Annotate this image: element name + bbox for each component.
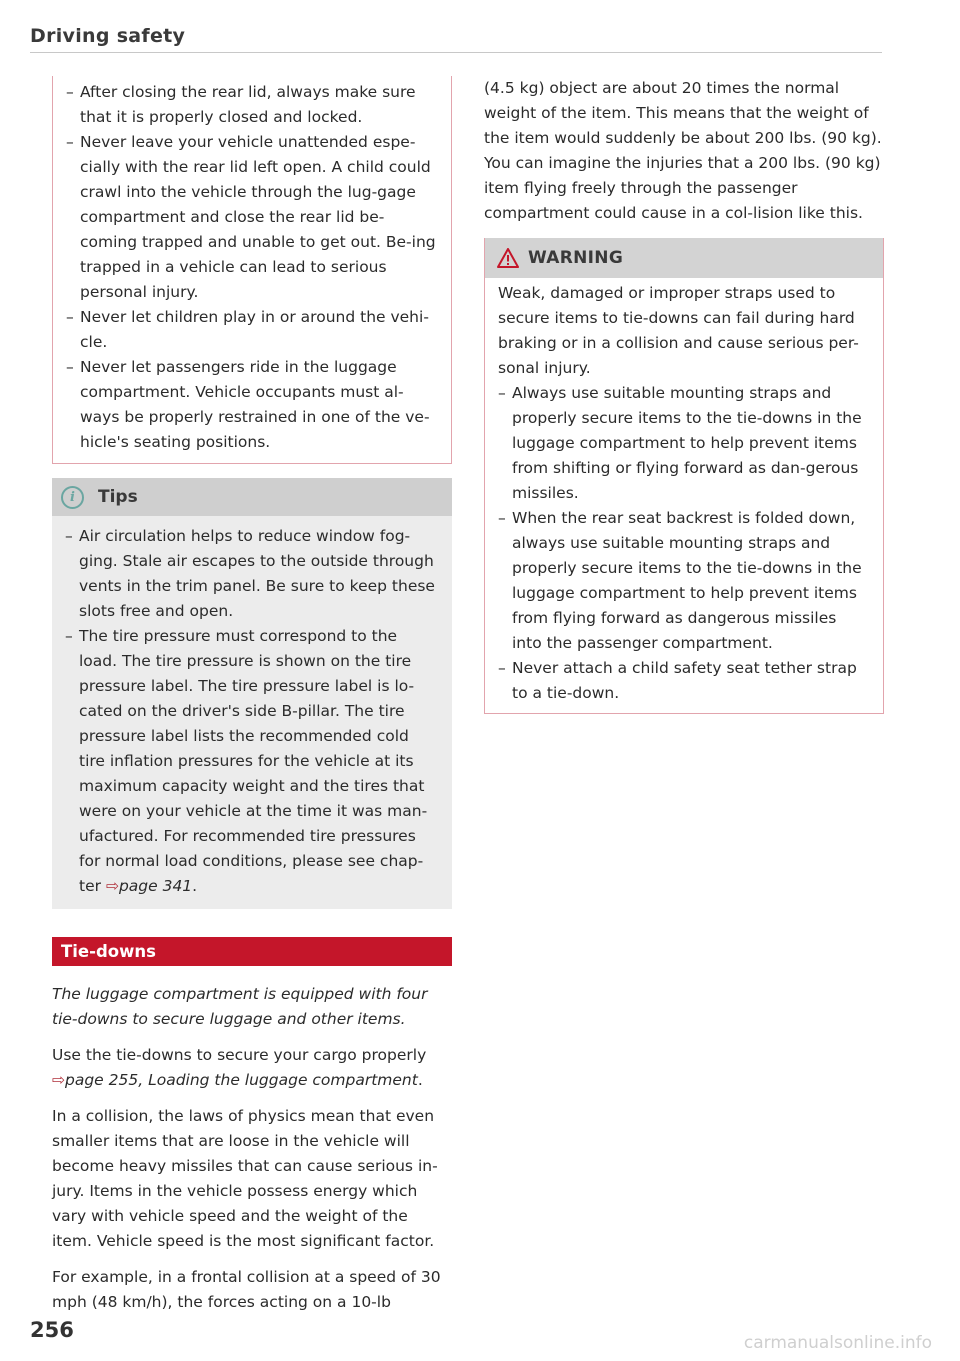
warning-box [484, 238, 884, 714]
page-number: 256 [30, 1318, 74, 1342]
warning-header [485, 238, 883, 278]
warning-intro: Weak, damaged or improper straps used to secure items to tie-downs can fail during hard braking or in a collision and cause serious per-sonal injury. [498, 284, 859, 377]
continued-paragraph: (4.5 kg) object are about 20 times the normal weight of the item. This means that the weight of the item would suddenly be about 200 lbs. (90 kg). You can imagine the injuries that a 200 lbs. (90 kg) item flying freely through the passenger compartment could cause in a col-lision like this. [484, 79, 882, 222]
tips-header [52, 478, 452, 516]
list-item: – After closing the rear lid, always make sure that it is properly closed and locked. [66, 83, 416, 126]
list-item: – The tire pressure must correspond to the load. The tire pressure is shown on the tire pressure label. The tire pressure label is lo-cated on the driver's side B-pillar. The tire pressure label lists the recommended cold tire inflation pressures for the vehicle at its maximum capacity weight and the tires that were on your vehicle at the time it was man-ufactured. For recommended tire pressures for normal load conditions, please see chap-ter ⇨page 341. [65, 627, 428, 895]
warning-triangle-icon [497, 248, 519, 268]
list-item: – Never let children play in or around the vehi-cle. [66, 308, 429, 351]
arrow-right-icon: ⇨ [105, 877, 119, 895]
info-icon: i [61, 486, 84, 509]
tips-box [52, 478, 452, 909]
paragraph: Use the tie-downs to secure your cargo properly ⇨page 255, Loading the luggage compartment. [52, 1046, 427, 1089]
paragraph: For example, in a frontal collision at a speed of 30 mph (48 km/h), the forces acting on a 10-lb [52, 1268, 441, 1311]
left-column [52, 76, 452, 1315]
list-item: – Air circulation helps to reduce window fog-ging. Stale air escapes to the outside through vents in the trim panel. Be sure to keep these slots free and open. [65, 527, 435, 620]
list-item: – Never attach a child safety seat tether strap to a tie-down. [498, 659, 857, 702]
arrow-right-icon: ⇨ [52, 1071, 65, 1089]
tips-list [65, 524, 439, 899]
section-heading: Tie-downs [52, 937, 452, 966]
warning-list [498, 381, 869, 706]
page-link[interactable]: ⇨page 341 [105, 877, 193, 895]
continued-warning-box [52, 76, 452, 464]
watermark: carmanualsonline.info [743, 1333, 932, 1353]
list-item: – When the rear seat backrest is folded down, always use suitable mounting straps and properly secure items to the tie-downs in the luggage compartment to help prevent items from flying forward as dangerous missiles into the passenger compartment. [498, 509, 862, 652]
list-item: – Never let passengers ride in the luggage compartment. Vehicle occupants must al-ways be properly restrained in one of the ve-hicle's seating positions. [66, 358, 430, 451]
section-lead: The luggage compartment is equipped with four tie-downs to secure luggage and other items. [52, 985, 428, 1028]
page-section-title: Driving safety [30, 25, 186, 47]
list-item: – Never leave your vehicle unattended espe-cially with the rear lid left open. A child could crawl into the vehicle through the lug-gage compartment and close the rear lid be-coming trapped and unable to get out. Be-ing trapped in a vehicle can lead to serious personal injury. [66, 133, 436, 301]
continued-warning-list [66, 80, 437, 455]
header-divider [30, 52, 882, 53]
tips-title: Tips [98, 487, 138, 507]
right-column [484, 76, 884, 714]
warning-title: WARNING [528, 248, 624, 268]
paragraph: In a collision, the laws of physics mean that even smaller items that are loose in the vehicle will become heavy missiles that can cause serious in-jury. Items in the vehicle possess energy which vary with vehicle speed and the weight of the item. Vehicle speed is the most significant factor. [52, 1107, 438, 1250]
list-item: – Always use suitable mounting straps and properly secure items to the tie-downs in the luggage compartment to help prevent items from shifting or flying forward as dan-gerous missiles. [498, 384, 862, 502]
page-link[interactable]: ⇨page 255, Loading the luggage compartment [52, 1071, 418, 1089]
